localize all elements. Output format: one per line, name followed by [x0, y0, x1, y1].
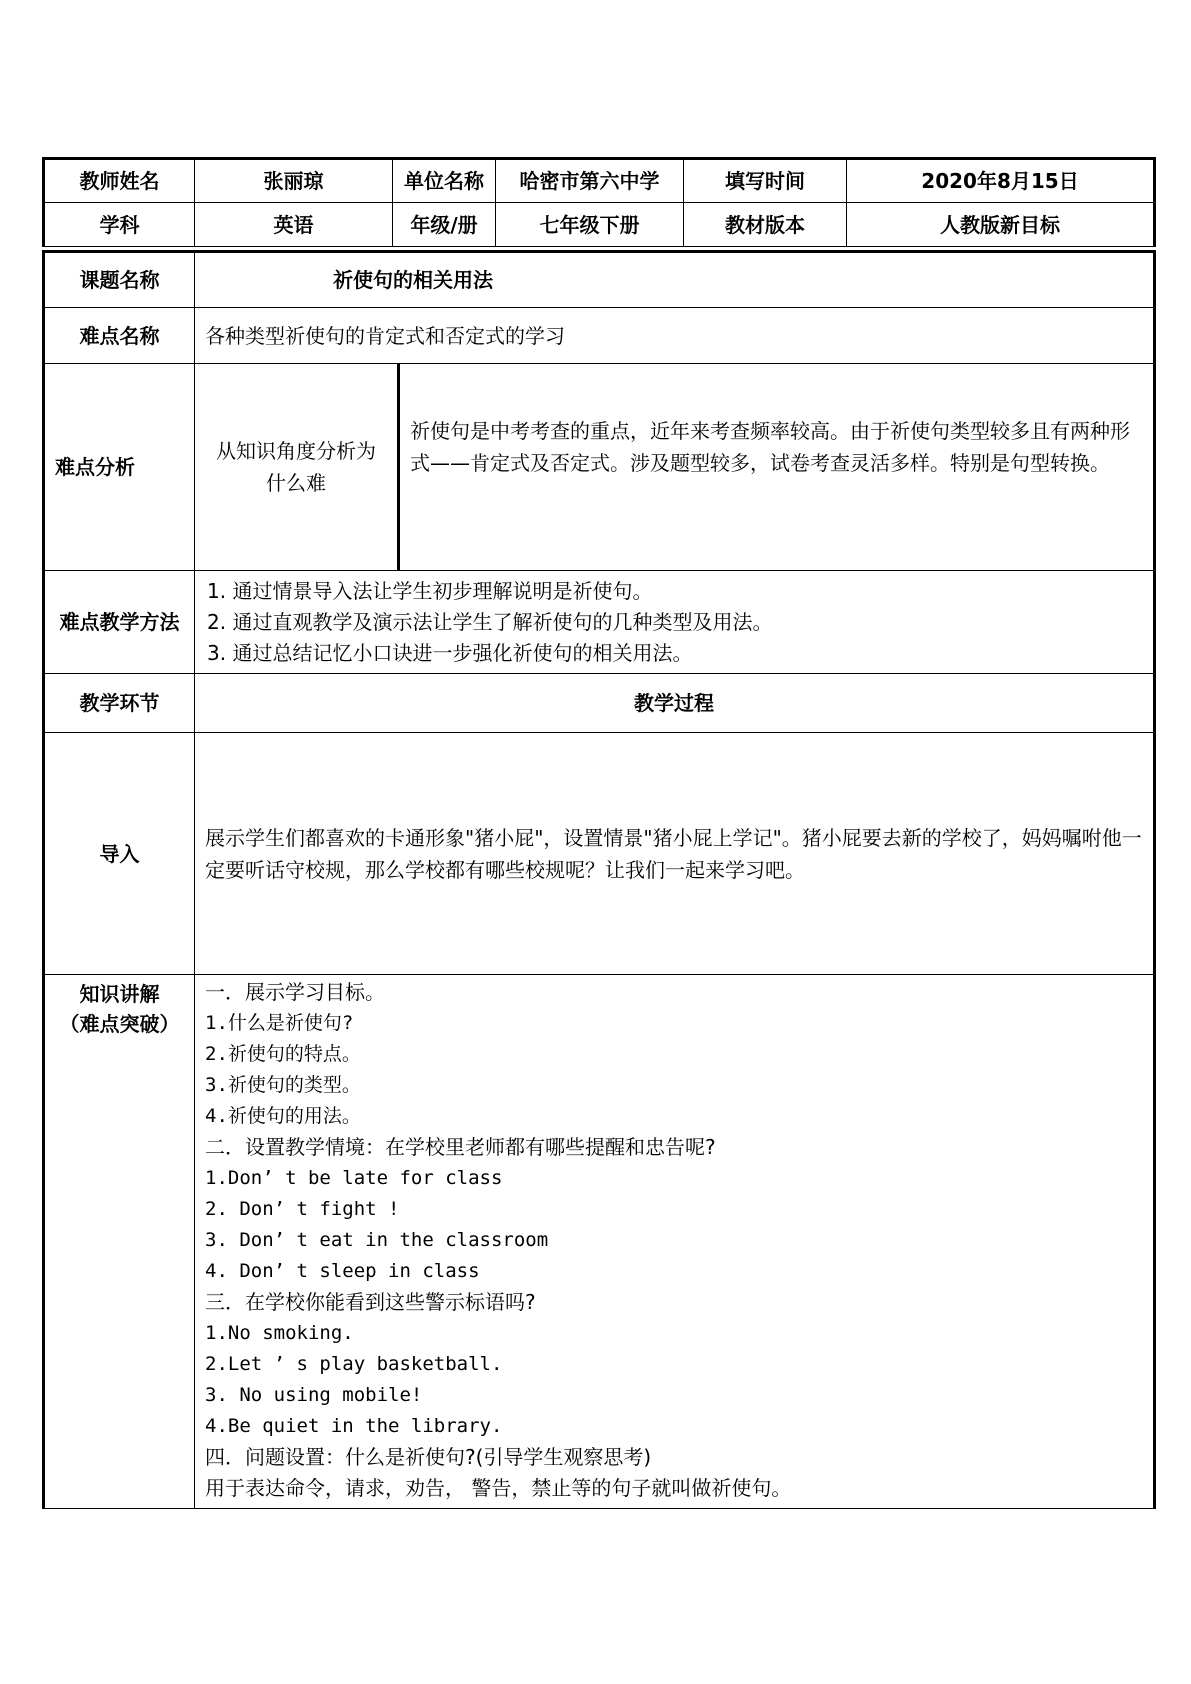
knowledge-line: 2.祈使句的特点。: [205, 1043, 361, 1065]
unit-label: 单位名称: [393, 159, 496, 203]
knowledge-line: 1.Don’ t be late for class: [205, 1167, 503, 1189]
knowledge-line: 4. Don’ t sleep in class: [205, 1260, 480, 1282]
subject-value: 英语: [195, 203, 393, 247]
knowledge-line: 3.祈使句的类型。: [205, 1074, 361, 1096]
knowledge-content: [195, 975, 1155, 1509]
date-label: 填写时间: [684, 159, 847, 203]
method-item: 2. 通过直观教学及演示法让学生了解祈使句的几种类型及用法。: [207, 609, 773, 634]
analysis-sub-label: 从知识角度分析为什么难: [195, 364, 399, 571]
knowledge-line: 1.No smoking.: [205, 1322, 354, 1344]
grade-label: 年级/册: [393, 203, 496, 247]
method-label: 难点教学方法: [44, 571, 195, 674]
unit-value: 哈密市第六中学: [496, 159, 684, 203]
knowledge-line: 1.什么是祈使句?: [205, 1012, 354, 1034]
knowledge-line: 用于表达命令，请求，劝告， 警告，禁止等的句子就叫做祈使句。: [205, 1476, 792, 1500]
knowledge-line: 3. No using mobile!: [205, 1384, 423, 1406]
knowledge-line: 四．问题设置：什么是祈使句?(引导学生观察思考): [205, 1445, 652, 1469]
knowledge-label-line2: （难点突破）: [59, 1012, 180, 1036]
subject-label: 学科: [44, 203, 195, 247]
knowledge-line: 4.Be quiet in the library.: [205, 1415, 503, 1437]
topic-value: 祈使句的相关用法: [195, 252, 1155, 308]
knowledge-line: 一．展示学习目标。: [205, 980, 385, 1004]
intro-label: 导入: [44, 733, 195, 975]
row-topic: [44, 252, 1155, 308]
knowledge-line: 3. Don’ t eat in the classroom: [205, 1229, 549, 1251]
teacher-value: 张丽琼: [195, 159, 393, 203]
date-value: 2020年8月15日: [847, 159, 1155, 203]
analysis-label: 难点分析: [44, 364, 195, 571]
knowledge-label-line1: 知识讲解: [79, 982, 160, 1006]
knowledge-line: 三．在学校你能看到这些警示标语吗?: [205, 1290, 536, 1314]
knowledge-label: [44, 975, 195, 1509]
row-subject: [44, 203, 1155, 247]
knowledge-line: 4.祈使句的用法。: [205, 1105, 361, 1127]
grade-value: 七年级下册: [496, 203, 684, 247]
knowledge-line: 2.Let ’ s play basketball.: [205, 1353, 503, 1375]
row-knowledge: [44, 975, 1155, 1509]
edition-value: 人教版新目标: [847, 203, 1155, 247]
info-table: [42, 157, 1156, 247]
row-intro: [44, 733, 1155, 975]
row-method: [44, 571, 1155, 674]
difficulty-value: 各种类型祈使句的肯定式和否定式的学习: [195, 308, 1155, 364]
row-analysis: [44, 364, 1155, 571]
difficulty-label: 难点名称: [44, 308, 195, 364]
method-item: 1. 通过情景导入法让学生初步理解说明是祈使句。: [207, 578, 653, 603]
knowledge-line: 2. Don’ t fight !: [205, 1198, 400, 1220]
topic-label: 课题名称: [44, 252, 195, 308]
lesson-plan-table: [42, 157, 1153, 1509]
process-label: 教学环节: [44, 674, 195, 733]
method-list: [195, 571, 1155, 674]
teacher-label: 教师姓名: [44, 159, 195, 203]
method-item: 3. 通过总结记忆小口诀进一步强化祈使句的相关用法。: [207, 640, 693, 665]
knowledge-line: 二．设置教学情境：在学校里老师都有哪些提醒和忠告呢?: [205, 1135, 716, 1159]
intro-text: 展示学生们都喜欢的卡通形象"猪小屁"，设置情景"猪小屁上学记"。猪小屁要去新的学校了，妈妈嘱咐他一定要听话守校规，那么学校都有哪些校规呢？让我们一起来学习吧。: [195, 733, 1155, 975]
process-value: 教学过程: [195, 674, 1155, 733]
row-difficulty: [44, 308, 1155, 364]
analysis-text: 祈使句是中考考查的重点，近年来考查频率较高。由于祈使句类型较多且有两种形式——肯定式及否定式。涉及题型较多，试卷考查灵活多样。特别是句型转换。: [399, 364, 1155, 571]
content-table: [42, 250, 1156, 1509]
row-teacher: [44, 159, 1155, 203]
edition-label: 教材版本: [684, 203, 847, 247]
row-process: [44, 674, 1155, 733]
